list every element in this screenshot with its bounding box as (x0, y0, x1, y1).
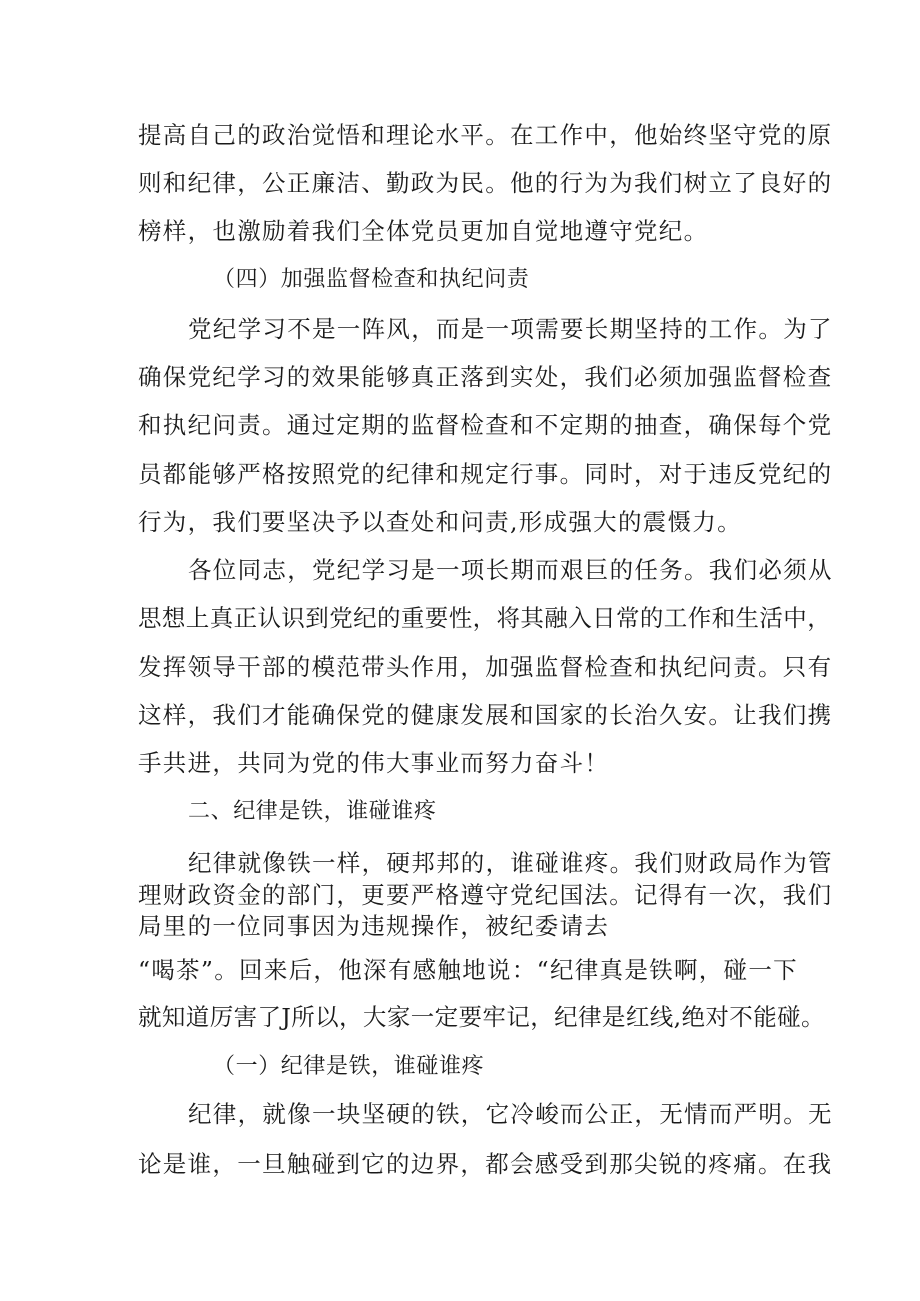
paragraph-line: 行为，我们要坚决予以查处和问责,形成强大的震慑力。 (138, 508, 742, 536)
paragraph-line: 确保党纪学习的效果能够真正落到实处，我们必须加强监督检查 (138, 363, 833, 391)
paragraph-line: 纪律就像铁一样，硬邦邦的，谁碰谁疼。我们财政局作为管 (188, 849, 833, 877)
paragraph-line: 员都能够严格按照党的纪律和规定行事。同时，对于违反党纪的 (138, 460, 833, 488)
paragraph-line: 和执纪问责。通过定期的监督检查和不定期的抽查，确保每个党 (138, 411, 833, 439)
paragraph-line: 思想上真正认识到党纪的重要性，将其融入日常的工作和生活中， (138, 604, 832, 632)
section-heading: （四）加强监督检查和执纪问责 (213, 267, 530, 292)
paragraph-line: 这样，我们才能确保党的健康发展和国家的长治久安。让我们携 (138, 701, 833, 729)
section-heading: 二、纪律是铁，谁碰谁疼 (188, 799, 437, 824)
section-heading: （一）纪律是铁，谁碰谁疼 (213, 1054, 485, 1079)
paragraph-line: 发挥领导干部的模范带头作用，加强监督检查和执纪问责。只有 (138, 653, 833, 681)
paragraph-line: 榜样，也激励着我们全体党员更加自觉地遵守党纪。 (138, 217, 709, 245)
paragraph-line: 纪律，就像一块坚硬的铁，它冷峻而公正，无情而严明。无 (188, 1100, 833, 1128)
paragraph-line: “喝茶”。回来后，他深有感触地说：“纪律真是铁啊，碰一下 (138, 956, 798, 984)
paragraph-line: 理财政资金的部门，更要严格遵守党纪国法。记得有一次，我们 (138, 881, 833, 909)
paragraph-line: 局里的一位同事因为违规操作，被纪委请去 (138, 912, 610, 940)
paragraph-line: 各位同志，党纪学习是一项长期而艰巨的任务。我们必须从 (188, 556, 833, 584)
paragraph-line: 就知道厉害了J所以，大家一定要牢记，纪律是红线,绝对不能碰。 (138, 1003, 825, 1031)
paragraph-line: 手共进，共同为党的伟大事业而努力奋斗！ (138, 749, 610, 777)
paragraph-line: 提高自己的政治觉悟和理论水平。在工作中，他始终坚守党的原 (138, 121, 833, 149)
paragraph-line: 则和纪律，公正廉洁、勤政为民。他的行为为我们树立了良好的 (138, 169, 833, 197)
paragraph-line: 党纪学习不是一阵风，而是一项需要长期坚持的工作。为了 (188, 315, 833, 343)
paragraph-line: 论是谁，一旦触碰到它的边界，都会感受到那尖锐的疼痛。在我 (138, 1150, 833, 1178)
